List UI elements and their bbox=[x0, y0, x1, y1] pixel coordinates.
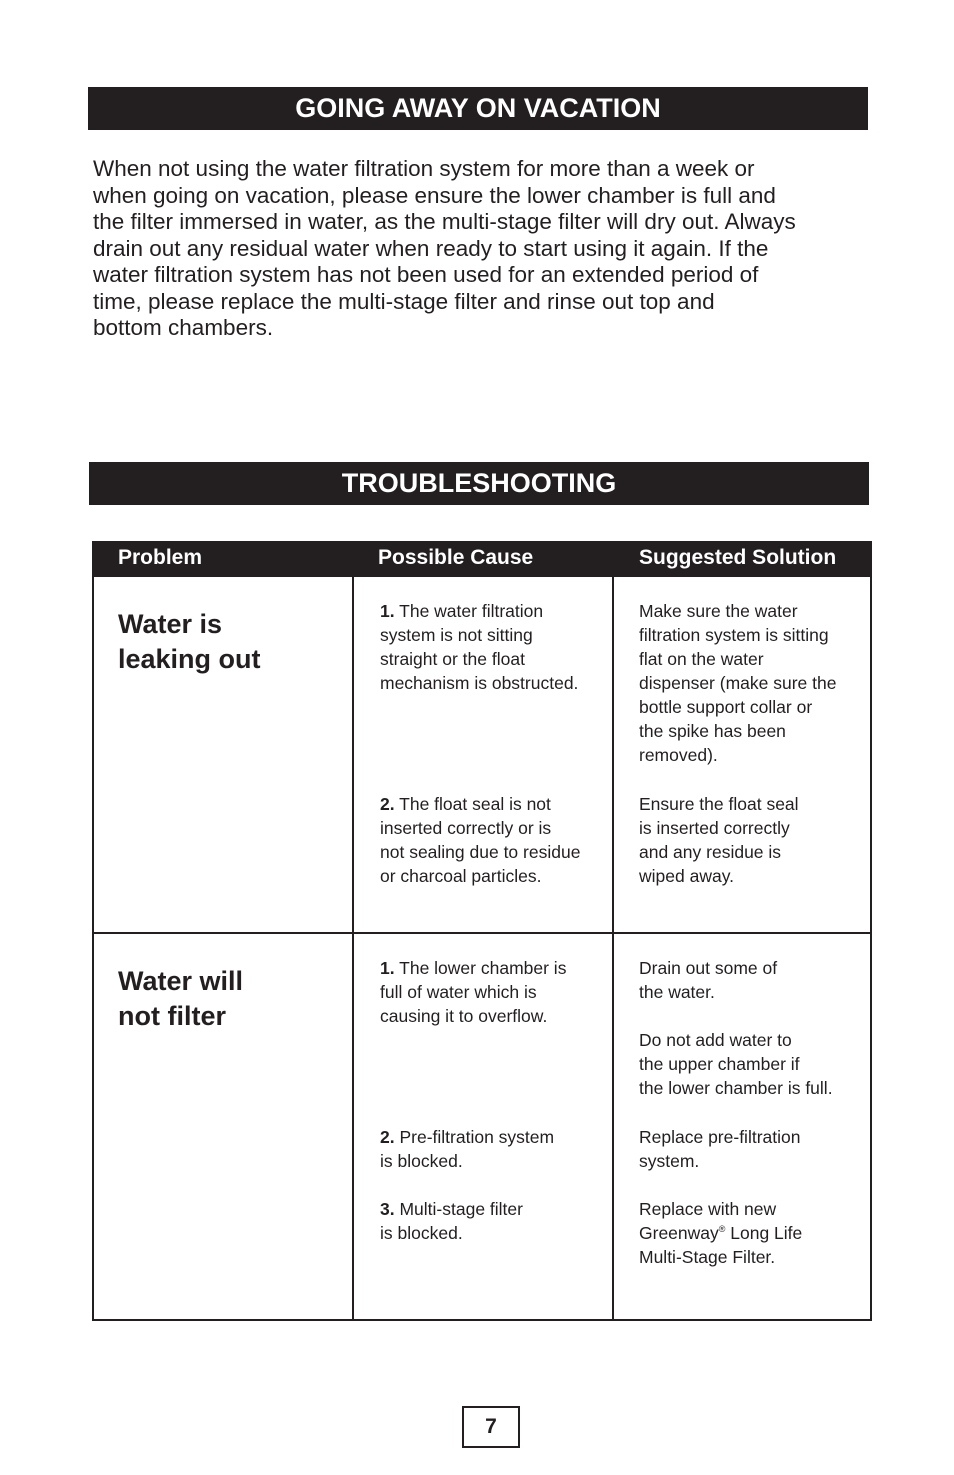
paragraph-line: the filter immersed in water, as the multi-stage filter will dry out. Always bbox=[93, 209, 796, 234]
page-number: 7 bbox=[462, 1406, 520, 1448]
cause-cell: 1. The water filtration system is not sitting straight or the float mechanism is obstructed. bbox=[380, 601, 579, 693]
troubleshooting-heading: TROUBLESHOOTING bbox=[89, 462, 869, 505]
paragraph-line: bottom chambers. bbox=[93, 315, 274, 340]
column-divider bbox=[612, 577, 614, 1319]
solution-cell: Ensure the float seal is inserted correctly and any residue is wiped away. bbox=[639, 794, 799, 886]
problem-not-filter: Water will not filter bbox=[118, 966, 244, 1031]
vacation-paragraph bbox=[93, 156, 873, 342]
registered-mark: ® bbox=[718, 1224, 726, 1235]
column-header-problem: Problem bbox=[118, 546, 203, 569]
cause-cell: 1. The lower chamber is full of water which is causing it to overflow. bbox=[380, 958, 567, 1026]
solution-cell: Replace with new Greenway® Long Life Multi-Stage Filter. bbox=[639, 1199, 803, 1267]
paragraph-line: time, please replace the multi-stage filter and rinse out top and bbox=[93, 288, 715, 314]
cause-cell: 3. Multi-stage filter is blocked. bbox=[380, 1199, 523, 1243]
cause-cell: 2. Pre-filtration system is blocked. bbox=[380, 1127, 555, 1171]
solution-cell: Drain out some of the water. Do not add water to the upper chamber if the lower chamber is full. bbox=[639, 958, 833, 1098]
cause-cell: 2. The float seal is not inserted correctly or is not sealing due to residue or charcoal particles. bbox=[380, 794, 581, 886]
paragraph-line: water filtration system has not been used for an extended period of bbox=[93, 262, 759, 287]
column-divider bbox=[352, 577, 354, 1319]
solution-cell: Make sure the water filtration system is sitting flat on the water dispenser (make sure the bottle support collar or the spike has been removed). bbox=[639, 601, 837, 765]
problem-leaking: Water is leaking out bbox=[118, 609, 261, 674]
paragraph-line: When not using the water filtration system for more than a week or bbox=[93, 156, 755, 181]
table-header bbox=[94, 543, 870, 577]
column-header-cause: Possible Cause bbox=[378, 546, 534, 569]
column-header-solution: Suggested Solution bbox=[639, 546, 837, 569]
paragraph-line: drain out any residual water when ready to start using it again. If the bbox=[93, 235, 769, 261]
solution-cell: Replace pre-filtration system. bbox=[639, 1127, 801, 1171]
row-divider bbox=[94, 932, 870, 934]
paragraph-line: when going on vacation, please ensure the lower chamber is full and bbox=[93, 182, 776, 208]
troubleshooting-table bbox=[92, 541, 872, 1321]
vacation-heading: GOING AWAY ON VACATION bbox=[88, 87, 868, 130]
